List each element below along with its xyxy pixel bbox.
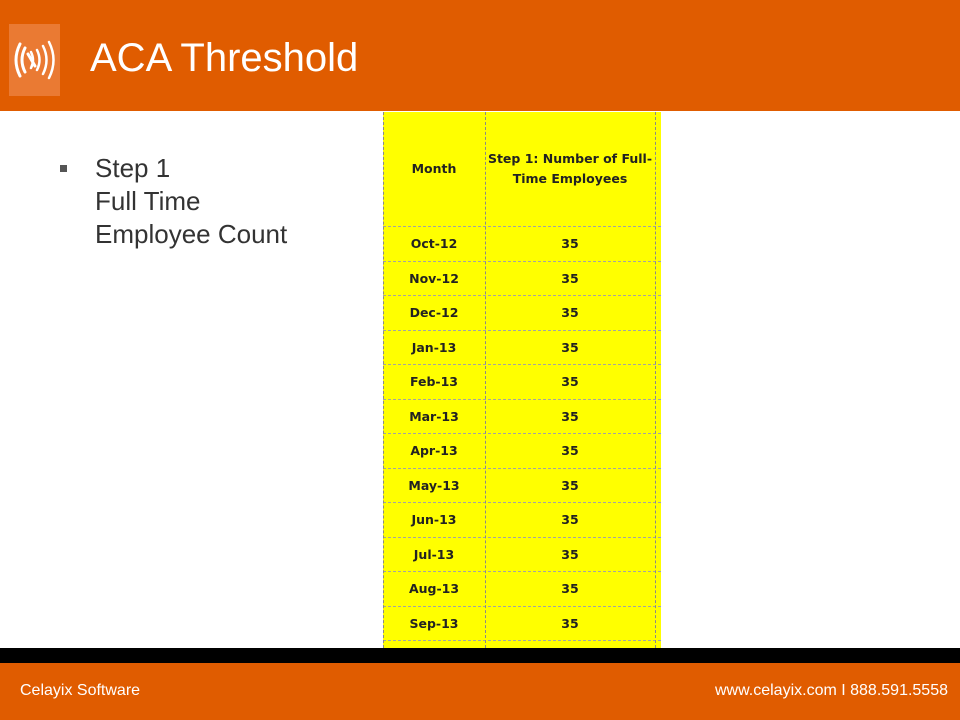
table-row [383,331,661,366]
count-cell: 35 [561,546,579,562]
footer-company: Celayix Software [20,682,141,699]
slide-footer [0,663,960,720]
count-cell: 35 [561,443,579,459]
month-cell: Mar-13 [409,408,459,424]
table-row [383,227,661,262]
table-row [383,296,661,331]
count-cell: 35 [561,305,579,321]
month-cell: Apr-13 [410,443,458,459]
table-row [383,572,661,607]
table-row [383,538,661,573]
month-cell: Jul-13 [413,546,455,562]
footer-contact: www.celayix.com I 888.591.5558 [714,682,948,699]
slide-header [0,0,960,111]
table-header-row [383,112,661,227]
bullet-line: Full Time [95,186,201,216]
count-cell: 35 [561,408,579,424]
count-cell: 35 [561,615,579,631]
table-row [383,469,661,504]
bullet-line: Employee Count [95,219,288,249]
table-row [383,607,661,642]
count-cell: 35 [561,339,579,355]
column-header-month: Month [411,161,457,176]
table-row [383,434,661,469]
bullet-line: Step 1 [95,153,171,183]
employee-count-table [383,112,661,648]
count-cell: 35 [561,236,579,252]
count-cell: 35 [561,581,579,597]
bullet-item [95,152,287,251]
month-cell: Oct-12 [410,236,458,252]
footer-divider [0,648,960,663]
count-cell: 35 [561,477,579,493]
table-row [383,503,661,538]
count-cell: 35 [561,374,579,390]
celayix-logo [9,24,60,96]
table-row [383,262,661,297]
month-cell: Aug-13 [408,581,460,597]
table-grid-line [655,112,656,648]
celayix-waves-logo-icon [9,24,60,96]
month-cell: May-13 [408,477,460,493]
table-grid-line [485,112,486,648]
month-cell: Jan-13 [411,339,457,355]
count-cell: 35 [561,270,579,286]
bullet-square-icon [60,165,67,172]
count-cell: 35 [561,512,579,528]
month-cell: Dec-12 [409,305,459,321]
table-grid-line [383,112,384,648]
column-header-fte-count: Step 1: Number of Full-Time Employees [487,151,653,186]
month-cell: Sep-13 [409,615,459,631]
table-row [383,365,661,400]
month-cell: Nov-12 [409,270,459,286]
month-cell: Feb-13 [409,374,459,390]
month-cell: Jun-13 [411,512,457,528]
slide-title: ACA Threshold [90,36,359,80]
table-row [383,400,661,435]
